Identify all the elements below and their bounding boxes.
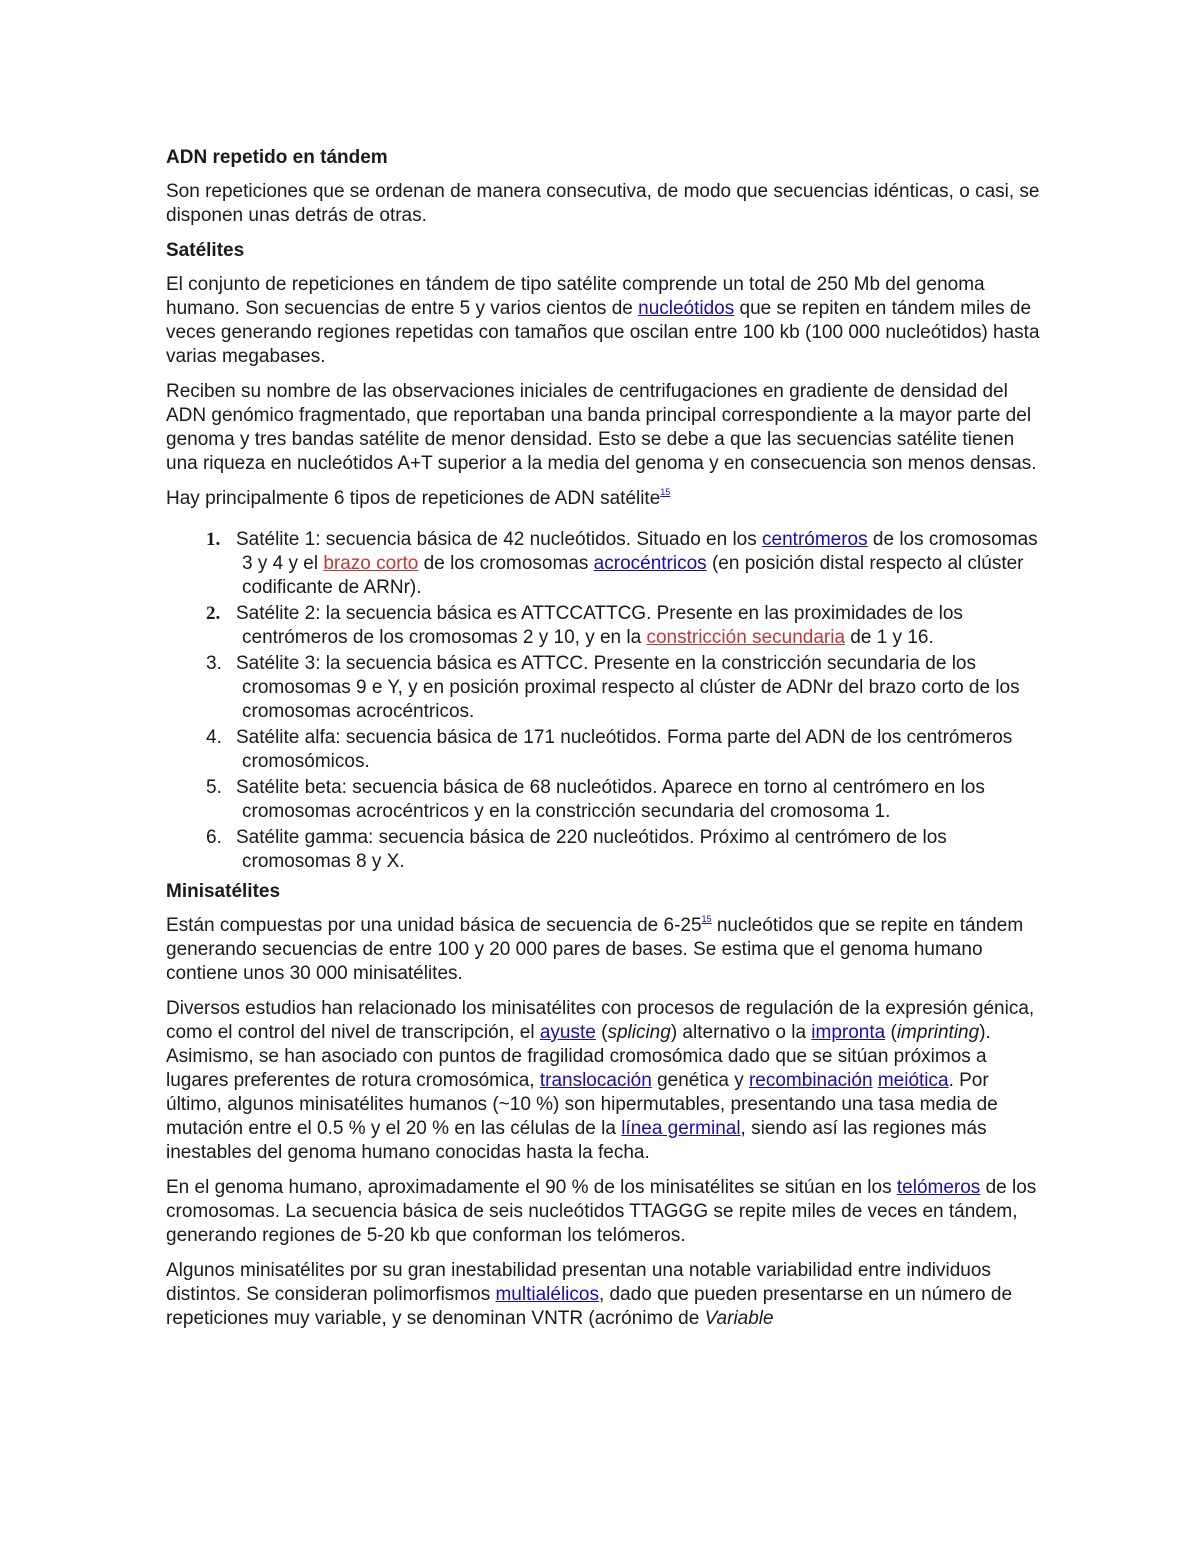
link-telomeros[interactable]: telómeros (896, 1177, 981, 1198)
link-recombinacion[interactable]: recombinación (748, 1070, 873, 1091)
satelites-paragraph-2: Reciben su nombre de las observaciones iniciales de centrifugaciones en gradiente de densidad del ADN genómico fragmentado, que reportaban una banda principal correspondiente a la mayor parte del genoma y tres bandas satélite de menor densidad. Esto se debe a que las secuencias satélite tienen una riqueza en nucleótidos A+T superior a la media del genoma y en consecuencia son menos densas. (166, 381, 1037, 474)
list-number: 1. (206, 529, 221, 550)
text-run: , dado que pueden presentarse en un número de repeticiones muy variable, y se denominan VNTR (acrónimo de (166, 1284, 1013, 1329)
list-item (166, 826, 1046, 874)
text-run: ). Asimismo, se han asociado con puntos de fragilidad cromosómica dado que se sitúan próximos a lugares preferentes de rotura cromosómica, (166, 1022, 991, 1091)
document-body (166, 146, 1046, 1342)
text-run: El conjunto de repeticiones en tándem de tipo satélite comprende un total de 250 Mb del genoma humano. Son secuencias de entre 5 y varios cientos de (166, 274, 985, 319)
satelites-paragraph-3 (166, 487, 1046, 511)
text-run: Satélite beta: secuencia básica de 68 nucleótidos. Aparece en torno al centrómero en los cromosomas acrocéntricos y en la constricción secundaria del cromosoma 1. (236, 777, 985, 822)
italic-term: splicing (607, 1022, 671, 1043)
text-run: Algunos minisatélites por su gran inestabilidad presentan una notable variabilidad entre individuos distintos. Se consideran polimorfismos (166, 1260, 991, 1305)
reference-link[interactable]: 15 (701, 914, 712, 924)
minisatelites-paragraph-3 (166, 1176, 1046, 1248)
list-item (166, 776, 1046, 824)
text-run: Están compuestas por una unidad básica de secuencia de 6-25 (166, 915, 702, 936)
text-run: ( (885, 1022, 897, 1043)
text-run: que se repiten en tándem miles de veces generando regiones repetidas con tamaños que oscilan entre 100 kb (100 000 nucleótidos) hasta varias megabases. (166, 298, 1040, 367)
text-run: nucleótidos que se repite en tándem generando secuencias de entre 100 y 20 000 pares de bases. Se estima que el genoma humano contiene unos 30 000 minisatélites. (166, 915, 1024, 984)
text-run: En el genoma humano, aproximadamente el 90 % de los minisatélites se sitúan en los (166, 1177, 897, 1198)
text-run: Satélite 1: secuencia básica de 42 nucleótidos. Situado en los (236, 529, 763, 550)
text-run: Satélite 2: la secuencia básica es ATTCCATTCG. Presente en las proximidades de los centrómeros de los cromosomas 2 y 10, y en la (236, 603, 963, 648)
link-meiotica[interactable]: meiótica (877, 1070, 949, 1091)
list-item (166, 652, 1046, 724)
list-item (166, 602, 1046, 650)
link-nucleotidos[interactable]: nucleótidos (638, 298, 735, 319)
intro-paragraph: Son repeticiones que se ordenan de manera consecutiva, de modo que secuencias idénticas, o casi, se disponen unas detrás de otras. (166, 181, 1040, 226)
italic-term: imprinting (896, 1022, 980, 1043)
satellite-types-list (166, 528, 1046, 874)
list-number: 5. (206, 777, 222, 798)
text-run: Satélite gamma: secuencia básica de 220 nucleótidos. Próximo al centrómero de los cromosomas 8 y X. (236, 827, 947, 872)
text-run: Diversos estudios han relacionado los minisatélites con procesos de regulación de la expresión génica, como el control del nivel de transcripción, el (166, 998, 1035, 1043)
link-impronta[interactable]: impronta (811, 1022, 886, 1043)
link-brazo-corto[interactable]: brazo corto (323, 553, 419, 574)
list-number: 3. (206, 653, 222, 674)
text-run: ( (595, 1022, 608, 1043)
reference-link[interactable]: 15 (660, 487, 671, 497)
section-heading-adn-tandem: ADN repetido en tándem (166, 147, 388, 168)
text-run: . Por último, algunos minisatélites humanos (~10 %) son hipermutables, presentando una tasa media de mutación entre el 0.5 % y el 20 % en las células de la (166, 1070, 998, 1139)
link-linea-germinal[interactable]: línea germinal (621, 1118, 741, 1139)
text-run: genética y (651, 1070, 749, 1091)
text-run: de los cromosomas (418, 553, 594, 574)
link-centromeros[interactable]: centrómeros (762, 529, 868, 550)
text-run: de 1 y 16. (845, 627, 934, 648)
link-acrocentricos[interactable]: acrocéntricos (593, 553, 707, 574)
minisatelites-paragraph-2 (166, 997, 1046, 1165)
link-translocacion[interactable]: translocación (539, 1070, 652, 1091)
text-run: ) alternativo o la (670, 1022, 812, 1043)
list-item (166, 528, 1046, 600)
text-run: de los cromosomas 3 y 4 y el (242, 529, 1038, 574)
section-heading-minisatelites: Minisatélites (166, 881, 281, 902)
link-constriccion-secundaria[interactable]: constricción secundaria (646, 627, 846, 648)
link-multialelicos[interactable]: multialélicos (495, 1284, 599, 1305)
text-run: Satélite alfa: secuencia básica de 171 nucleótidos. Forma parte del ADN de los centrómeros cromosómicos. (236, 727, 1013, 772)
text-run: de los cromosomas. La secuencia básica de seis nucleótidos TTAGGG se repite miles de veces en tándem, generando regiones de 5-20 kb que conforman los telómeros. (166, 1177, 1037, 1246)
list-number: 6. (206, 827, 222, 848)
list-number: 4. (206, 727, 222, 748)
text-run: Satélite 3: la secuencia básica es ATTCC. Presente en la constricción secundaria de los cromosomas 9 e Y, y en posición proximal respecto al clúster de ADNr del brazo corto de los cromosomas acrocéntricos. (236, 653, 1020, 722)
text-run: , siendo así las regiones más inestables del genoma humano conocidas hasta la fecha. (166, 1118, 987, 1163)
section-heading-satelites: Satélites (166, 240, 245, 261)
minisatelites-paragraph-4 (166, 1259, 1046, 1331)
text-run: (en posición distal respecto al clúster codificante de ARNr). (242, 553, 1024, 598)
list-number: 2. (206, 603, 221, 624)
satelites-paragraph-1 (166, 273, 1046, 369)
text-run: Hay principalmente 6 tipos de repeticiones de ADN satélite (166, 488, 661, 509)
link-ayuste[interactable]: ayuste (539, 1022, 596, 1043)
minisatelites-paragraph-1 (166, 914, 1046, 986)
list-item (166, 726, 1046, 774)
italic-term: Variable (704, 1308, 774, 1329)
